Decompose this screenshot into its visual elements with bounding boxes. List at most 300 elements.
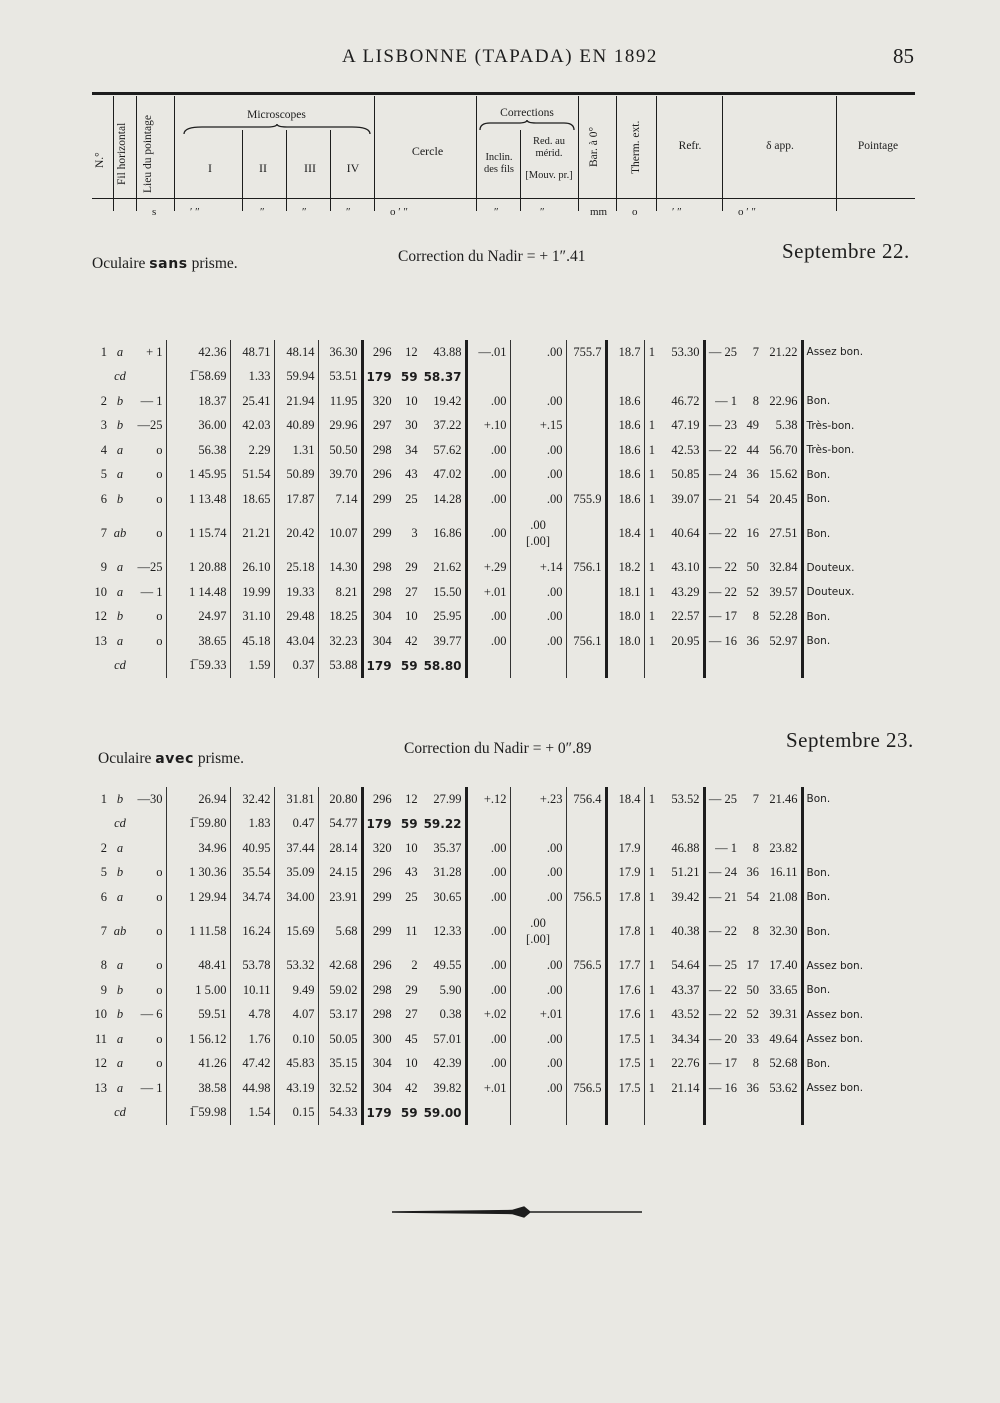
- table-cell: [566, 389, 606, 414]
- table-cell: 43.88: [421, 340, 466, 365]
- table-cell: — 25: [708, 958, 738, 973]
- table-cell: .00: [466, 954, 510, 979]
- table-cell: 32.42: [230, 787, 274, 812]
- table-cell: 298: [372, 584, 392, 599]
- table-cell: cd: [114, 816, 126, 831]
- table-cell: .00: [510, 861, 566, 886]
- table-cell: .00: [510, 463, 566, 488]
- table-cell: a: [116, 1056, 124, 1071]
- table-cell: 31.10: [230, 605, 274, 630]
- table-cell: [658, 812, 704, 837]
- table-cell: 10: [405, 393, 418, 408]
- table-cell: 18.7: [606, 340, 644, 365]
- table-cell: 296: [372, 467, 392, 482]
- table-cell: 10: [94, 1007, 107, 1022]
- table-cell: 1.31: [274, 438, 318, 463]
- table-cell: [566, 605, 606, 630]
- table-cell: 43.04: [274, 629, 318, 654]
- table-cell: [510, 1101, 566, 1126]
- table-cell: 4.78: [230, 1003, 274, 1028]
- table-cell: 10.07: [318, 512, 362, 556]
- table-cell: 27: [405, 584, 418, 599]
- table-row: [88, 629, 876, 654]
- section-2-label: [98, 750, 244, 768]
- table-cell: 21.94: [274, 389, 318, 414]
- table-cell: 39.77: [421, 629, 466, 654]
- table-row: [88, 1101, 876, 1126]
- table-cell: 2.29: [230, 438, 274, 463]
- table-cell: 5.90: [421, 978, 466, 1003]
- unit-inclin: ″: [494, 206, 499, 218]
- header-mic-4: IV: [346, 161, 360, 175]
- table-row: [88, 1076, 876, 1101]
- table-cell: 59.02: [318, 978, 362, 1003]
- unit-cercle: o ′ ″: [390, 206, 408, 218]
- table-cell: 51.54: [230, 463, 274, 488]
- table-cell: 46.88: [658, 836, 704, 861]
- table-cell: 58.37: [421, 365, 466, 390]
- table-cell: ab: [113, 924, 127, 938]
- table-cell: 45.18: [230, 629, 274, 654]
- table-cell: [566, 365, 606, 390]
- table-cell: 32.52: [318, 1076, 362, 1101]
- table-cell: .00: [466, 487, 510, 512]
- table-cell: 15.62: [762, 463, 802, 488]
- table-cell: [658, 1101, 704, 1126]
- table-cell: [644, 365, 658, 390]
- table-cell: 25.95: [421, 605, 466, 630]
- table-cell: [802, 836, 876, 861]
- table-cell: .00 [.00]: [510, 512, 566, 556]
- table-cell: [466, 654, 510, 679]
- table-cell: 16: [746, 526, 760, 540]
- table-cell: 42.68: [318, 954, 362, 979]
- unit-mic4: ″: [346, 206, 351, 218]
- section-2-label-post: prisme.: [194, 750, 244, 767]
- table-cell: 59.22: [421, 812, 466, 837]
- table-cell: .00: [466, 978, 510, 1003]
- table-cell: — 22: [708, 526, 738, 540]
- table-cell: 18.65: [230, 487, 274, 512]
- table-cell: .00: [510, 629, 566, 654]
- section-1-label-post: prisme.: [187, 255, 238, 272]
- unit-refr: ′ ″: [672, 206, 682, 218]
- table-cell: 39.82: [421, 1076, 466, 1101]
- table-cell: 36: [746, 467, 760, 482]
- table-cell: 25: [405, 889, 418, 904]
- table-cell: Douteux.: [806, 561, 855, 574]
- table-cell: 36: [746, 865, 760, 880]
- table-cell: — 1: [715, 840, 738, 855]
- table-cell: 48.41: [166, 954, 230, 979]
- table-cell: 299: [372, 889, 392, 904]
- unit-lieu: s: [152, 206, 157, 218]
- table-cell: 50: [746, 982, 760, 997]
- table-cell: 38.65: [166, 629, 230, 654]
- table-row: [88, 861, 876, 886]
- table-cell: [88, 654, 110, 679]
- table-cell: o: [130, 463, 166, 488]
- section-2-table: [88, 787, 876, 1125]
- table-cell: 1.83: [230, 812, 274, 837]
- table-cell: [566, 512, 606, 556]
- table-cell: 10: [94, 584, 107, 599]
- header-no: N.°: [94, 152, 106, 168]
- table-cell: o: [130, 438, 166, 463]
- table-cell: 1.59: [230, 654, 274, 679]
- table-cell: 33.65: [762, 978, 802, 1003]
- table-cell: [644, 812, 658, 837]
- table-cell: — 1: [130, 1076, 166, 1101]
- table-cell: 49.64: [762, 1027, 802, 1052]
- table-cell: 17.8: [606, 910, 644, 954]
- table-cell: 1: [648, 1031, 656, 1046]
- table-cell: 4: [100, 442, 107, 457]
- table-cell: 1 11.58: [166, 910, 230, 954]
- table-cell: 756.4: [566, 787, 606, 812]
- table-cell: 755.7: [566, 340, 606, 365]
- table-cell: .00: [466, 1027, 510, 1052]
- table-cell: 45: [405, 1031, 418, 1046]
- table-cell: 59: [400, 658, 418, 673]
- table-cell: 5.68: [318, 910, 362, 954]
- table-cell: 27.51: [762, 512, 802, 556]
- table-cell: 36: [746, 633, 760, 648]
- table-cell: [566, 414, 606, 439]
- table-cell: 1: [648, 889, 656, 904]
- table-cell: 1: [648, 491, 656, 506]
- table-cell: 3: [100, 418, 107, 433]
- table-cell: —25: [130, 414, 166, 439]
- table-cell: 38.58: [166, 1076, 230, 1101]
- table-cell: 22.57: [658, 605, 704, 630]
- header-mic-3: III: [304, 161, 316, 175]
- table-cell: — 1: [715, 393, 738, 408]
- table-cell: o: [130, 629, 166, 654]
- table-cell: 3: [411, 526, 418, 540]
- table-cell: [762, 1101, 802, 1126]
- table-cell: 1 20.88: [166, 556, 230, 581]
- table-cell: 10.11: [230, 978, 274, 1003]
- table-cell: a: [116, 584, 124, 599]
- table-cell: 10: [405, 609, 418, 624]
- table-cell: [88, 365, 110, 390]
- table-cell: .00: [466, 438, 510, 463]
- header-refr: Refr.: [678, 140, 702, 152]
- table-cell: 297: [372, 418, 392, 433]
- table-cell: 8: [752, 393, 760, 408]
- table-cell: 27: [405, 1007, 418, 1022]
- table-cell: 756.1: [566, 629, 606, 654]
- table-cell: Très-bon.: [806, 419, 855, 432]
- table-cell: 18.6: [606, 438, 644, 463]
- table-cell: + 1: [130, 340, 166, 365]
- table-cell: 12.33: [421, 910, 466, 954]
- table-cell: 0.37: [274, 654, 318, 679]
- table-cell: .00: [510, 1076, 566, 1101]
- table-cell: Assez bon.: [806, 1033, 864, 1046]
- table-cell: 17.5: [606, 1076, 644, 1101]
- table-cell: 11.95: [318, 389, 362, 414]
- table-cell: a: [116, 958, 124, 973]
- table-cell: [130, 654, 166, 679]
- table-cell: .00: [510, 605, 566, 630]
- table-cell: 18.6: [606, 487, 644, 512]
- table-cell: 26.94: [166, 787, 230, 812]
- table-cell: 17.9: [606, 861, 644, 886]
- table-cell: 756.5: [566, 885, 606, 910]
- table-cell: .00: [466, 1052, 510, 1077]
- section-1-label: [92, 255, 238, 273]
- table-cell: Bon.: [806, 925, 831, 938]
- table-row: [88, 836, 876, 861]
- table-cell: 49.55: [421, 954, 466, 979]
- table-cell: [566, 861, 606, 886]
- table-cell: 179: [366, 1105, 392, 1120]
- table-cell: 35.54: [230, 861, 274, 886]
- table-cell: 21.08: [762, 885, 802, 910]
- table-cell: 42.03: [230, 414, 274, 439]
- table-cell: [566, 463, 606, 488]
- table-cell: 17.6: [606, 1003, 644, 1028]
- table-cell: .00: [466, 389, 510, 414]
- table-cell: Assez bon.: [806, 1082, 864, 1095]
- table-cell: ab: [113, 526, 127, 540]
- table-cell: [566, 1052, 606, 1077]
- table-cell: +.01: [466, 580, 510, 605]
- table-cell: 44.98: [230, 1076, 274, 1101]
- table-cell: 44: [746, 442, 760, 457]
- table-cell: +.29: [466, 556, 510, 581]
- table-cell: o: [130, 1027, 166, 1052]
- table-cell: a: [116, 344, 124, 359]
- table-cell: Assez bon.: [806, 959, 864, 972]
- table-cell: [606, 365, 644, 390]
- table-cell: b: [116, 791, 124, 806]
- table-cell: [466, 365, 510, 390]
- table-cell: 21.62: [421, 556, 466, 581]
- table-cell: [802, 365, 876, 390]
- table-row: [88, 512, 876, 556]
- table-cell: 34.00: [274, 885, 318, 910]
- table-cell: 34.74: [230, 885, 274, 910]
- table-cell: [740, 365, 762, 390]
- header-red: Red. au mérid.: [532, 136, 566, 159]
- table-cell: 1: [648, 865, 656, 880]
- table-cell: +.12: [466, 787, 510, 812]
- table-cell: 17.5: [606, 1052, 644, 1077]
- table-cell: 18.0: [606, 629, 644, 654]
- table-cell: 32.84: [762, 556, 802, 581]
- table-cell: 10: [405, 840, 418, 855]
- header-dapp: δ app.: [766, 140, 794, 152]
- table-cell: 17.5: [606, 1027, 644, 1052]
- table-cell: .00: [466, 463, 510, 488]
- table-cell: 5: [100, 467, 107, 482]
- table-cell: 34.34: [658, 1027, 704, 1052]
- header-mouv: [Mouv. pr.]: [525, 170, 573, 181]
- page-number: 85: [893, 44, 914, 68]
- header-mic-1: I: [208, 161, 212, 175]
- section-1-label-bold: sans: [149, 256, 188, 272]
- table-cell: 179: [366, 369, 392, 384]
- table-cell: [740, 654, 762, 679]
- table-cell: 28.14: [318, 836, 362, 861]
- table-cell: 23.82: [762, 836, 802, 861]
- table-cell: .00: [510, 580, 566, 605]
- section-1-nadir: Correction du Nadir = + 1″.41: [398, 248, 586, 265]
- table-row: [88, 812, 876, 837]
- table-cell: 53.32: [274, 954, 318, 979]
- table-row: [88, 787, 876, 812]
- table-row: [88, 580, 876, 605]
- table-cell: 53.51: [318, 365, 362, 390]
- table-cell: 58.80: [421, 654, 466, 679]
- table-cell: 18.6: [606, 389, 644, 414]
- table-cell: — 24: [708, 865, 738, 880]
- table-cell: 1: [648, 609, 656, 624]
- unit-mic1: ′ ″: [190, 206, 200, 218]
- table-cell: 22.76: [658, 1052, 704, 1077]
- table-row: [88, 389, 876, 414]
- table-cell: [644, 389, 658, 414]
- table-cell: 16.24: [230, 910, 274, 954]
- table-cell: .00: [466, 861, 510, 886]
- table-cell: 21.22: [762, 340, 802, 365]
- table-cell: b: [116, 491, 124, 506]
- table-cell: 304: [372, 1056, 392, 1071]
- table-cell: 59.51: [166, 1003, 230, 1028]
- table-cell: 53.78: [230, 954, 274, 979]
- table-cell: 43.29: [658, 580, 704, 605]
- table-row: [88, 605, 876, 630]
- table-cell: 1 13.48: [166, 487, 230, 512]
- table-cell: 53.88: [318, 654, 362, 679]
- table-cell: — 22: [708, 584, 738, 599]
- table-cell: a: [116, 633, 124, 648]
- table-cell: 39.42: [658, 885, 704, 910]
- table-cell: Bon.: [806, 1057, 831, 1070]
- table-cell: 320: [372, 840, 392, 855]
- table-cell: 31.28: [421, 861, 466, 886]
- table-cell: 50.50: [318, 438, 362, 463]
- table-cell: 299: [372, 491, 392, 506]
- table-cell: 6: [100, 889, 107, 904]
- table-cell: [802, 1101, 876, 1126]
- table-cell: .00: [510, 978, 566, 1003]
- table-cell: 18.25: [318, 605, 362, 630]
- header-fil: Fil horizontal: [116, 122, 128, 186]
- table-cell: 16.86: [421, 512, 466, 556]
- table-cell: .00: [466, 885, 510, 910]
- table-cell: o: [130, 885, 166, 910]
- table-cell: [658, 654, 704, 679]
- table-cell: 1̅ 59.33: [166, 654, 230, 679]
- table-cell: [130, 836, 166, 861]
- table-cell: 42: [405, 633, 418, 648]
- table-cell: 298: [372, 982, 392, 997]
- table-cell: 8: [752, 609, 760, 624]
- table-row: [88, 910, 876, 954]
- table-cell: .00: [466, 605, 510, 630]
- table-cell: 9.49: [274, 978, 318, 1003]
- table-cell: 1.33: [230, 365, 274, 390]
- table-cell: 2: [411, 958, 418, 973]
- table-cell: o: [130, 861, 166, 886]
- table-cell: 1: [648, 418, 656, 433]
- table-cell: 43.10: [658, 556, 704, 581]
- table-cell: 5: [100, 865, 107, 880]
- table-cell: — 20: [708, 1031, 738, 1046]
- header-bar: Bar. à 0°: [588, 126, 600, 168]
- table-cell: 14.28: [421, 487, 466, 512]
- table-cell: [466, 1101, 510, 1126]
- table-cell: 56.38: [166, 438, 230, 463]
- table-row: [88, 414, 876, 439]
- microscopes-brace: [182, 124, 372, 136]
- table-cell: 7: [100, 924, 107, 938]
- table-cell: 4.07: [274, 1003, 318, 1028]
- table-cell: 29: [405, 560, 418, 575]
- table-cell: 11: [405, 924, 418, 938]
- table-cell: [606, 812, 644, 837]
- table-cell: a: [116, 560, 124, 575]
- table-cell: 39.70: [318, 463, 362, 488]
- table-cell: 18.1: [606, 580, 644, 605]
- table-cell: 756.1: [566, 556, 606, 581]
- section-2-label-bold: avec: [155, 751, 195, 767]
- table-cell: 1: [648, 791, 656, 806]
- table-cell: .00: [510, 1052, 566, 1077]
- table-cell: a: [116, 467, 124, 482]
- table-cell: 54: [746, 491, 760, 506]
- table-cell: .00: [510, 340, 566, 365]
- table-cell: 1: [648, 526, 656, 540]
- table-cell: +.15: [510, 414, 566, 439]
- table-cell: .00: [510, 438, 566, 463]
- table-cell: [704, 812, 740, 837]
- table-cell: — 16: [708, 1080, 738, 1095]
- table-cell: [566, 978, 606, 1003]
- unit-mic3: ″: [302, 206, 307, 218]
- table-cell: —25: [130, 556, 166, 581]
- table-cell: — 22: [708, 442, 738, 457]
- table-cell: [566, 1003, 606, 1028]
- table-cell: 304: [372, 1080, 392, 1095]
- table-cell: 1 29.94: [166, 885, 230, 910]
- table-cell: 52.97: [762, 629, 802, 654]
- table-cell: Bon.: [806, 866, 831, 879]
- table-cell: o: [130, 487, 166, 512]
- table-cell: 42: [405, 1080, 418, 1095]
- table-cell: 1 30.36: [166, 861, 230, 886]
- table-cell: 300: [372, 1031, 392, 1046]
- table-cell: b: [116, 393, 124, 408]
- table-cell: 755.9: [566, 487, 606, 512]
- table-cell: 8.21: [318, 580, 362, 605]
- table-cell: 320: [372, 393, 392, 408]
- table-cell: Bon.: [806, 527, 831, 540]
- table-cell: a: [116, 442, 124, 457]
- table-cell: 756.5: [566, 1076, 606, 1101]
- table-cell: 1: [648, 442, 656, 457]
- table-cell: Très-bon.: [806, 444, 855, 457]
- table-cell: cd: [114, 658, 126, 673]
- table-cell: 36.30: [318, 340, 362, 365]
- table-cell: 8: [100, 958, 107, 973]
- table-cell: 21.14: [658, 1076, 704, 1101]
- table-cell: 43.19: [274, 1076, 318, 1101]
